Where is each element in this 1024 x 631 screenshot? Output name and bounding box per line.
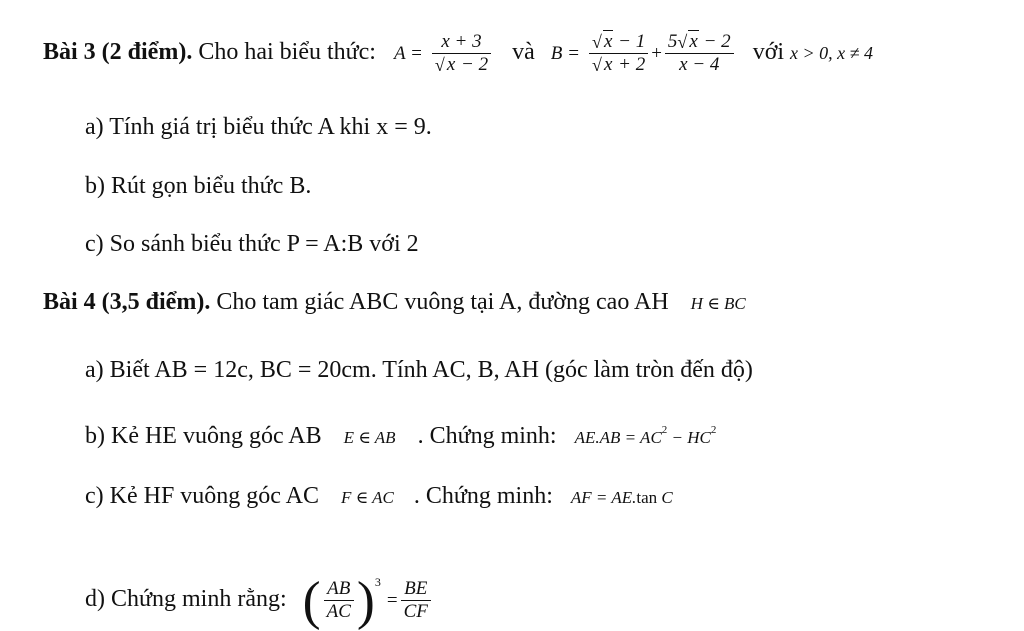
bai3-part-a: a) Tính giá trị biểu thức A khi x = 9.	[85, 114, 432, 140]
bai4-b-formula: $AE.AB = AC^2 - HC^2$	[574, 424, 717, 447]
expr-b-lhs: B =	[550, 43, 580, 64]
bai4-part-b	[85, 416, 716, 452]
bai4-header-line	[43, 288, 746, 318]
bai4-d-equals: =	[386, 590, 398, 611]
bai3-intro: Cho hai biểu thức:	[192, 39, 382, 65]
bai4-b-proof: . Chứng minh:	[417, 423, 557, 449]
expr-b-fraction-2: 5 √ x − 2 x − 4	[665, 31, 734, 76]
bai4-d-lhs-fraction: $\frac{AB}{AC}$	[324, 578, 354, 623]
bai3-part-b: b) Rút gọn biểu thức B.	[85, 173, 312, 199]
bai4-d-exponent: 3	[374, 575, 381, 589]
voi-label: với	[752, 39, 785, 65]
bai4-b-math: E ∈ AB	[343, 428, 396, 447]
bai4-part-d: d) Chứng minh rằng: ( $\frac{AB}{AC}$ )$^3$ = $\frac{BE}{CF}$	[85, 552, 434, 631]
expr-b-fraction-1: √ x − 1 √ x + 2	[589, 31, 648, 76]
expr-a-denominator: √ x − 2	[434, 53, 489, 75]
bai4-c-formula: AF = AE.tan C	[570, 488, 673, 507]
bai4-intro: Cho tam giác ABC vuông tại A, đường cao AH	[210, 289, 669, 315]
bai4-c-math: F ∈ AC	[340, 488, 394, 507]
expr-b-plus: +	[651, 43, 662, 64]
bai4-d-rhs-fraction: $\frac{BE}{CF}$	[401, 578, 431, 623]
bai4-b-text: b) Kẻ HE vuông góc AB	[85, 423, 322, 449]
bai4-d-text: d) Chứng minh rằng:	[85, 586, 287, 612]
bai3-header-line	[43, 24, 873, 82]
bai4-c-proof: . Chứng minh:	[413, 483, 553, 509]
bai4-part-c	[85, 482, 673, 512]
expr-a-lhs: A =	[393, 43, 423, 64]
expr-a-fraction	[432, 31, 491, 76]
condition: x > 0, x ≠ 4	[790, 43, 874, 63]
bai3-part-c: c) So sánh biểu thức P = A:B với 2	[85, 231, 419, 257]
connector-va: và	[512, 39, 535, 65]
bai4-intro-math: H ∈ BC	[690, 294, 746, 313]
bai3-heading: Bài 3 (2 điểm).	[43, 39, 193, 65]
bai4-part-a: a) Biết AB = 12c, BC = 20cm. Tính AC, B, AH (góc làm tròn đến độ)	[85, 357, 753, 383]
expr-a-numerator: x + 3	[441, 30, 482, 52]
bai4-c-text: c) Kẻ HF vuông góc AC	[85, 483, 319, 509]
bai4-heading: Bài 4 (3,5 điểm).	[43, 289, 211, 315]
